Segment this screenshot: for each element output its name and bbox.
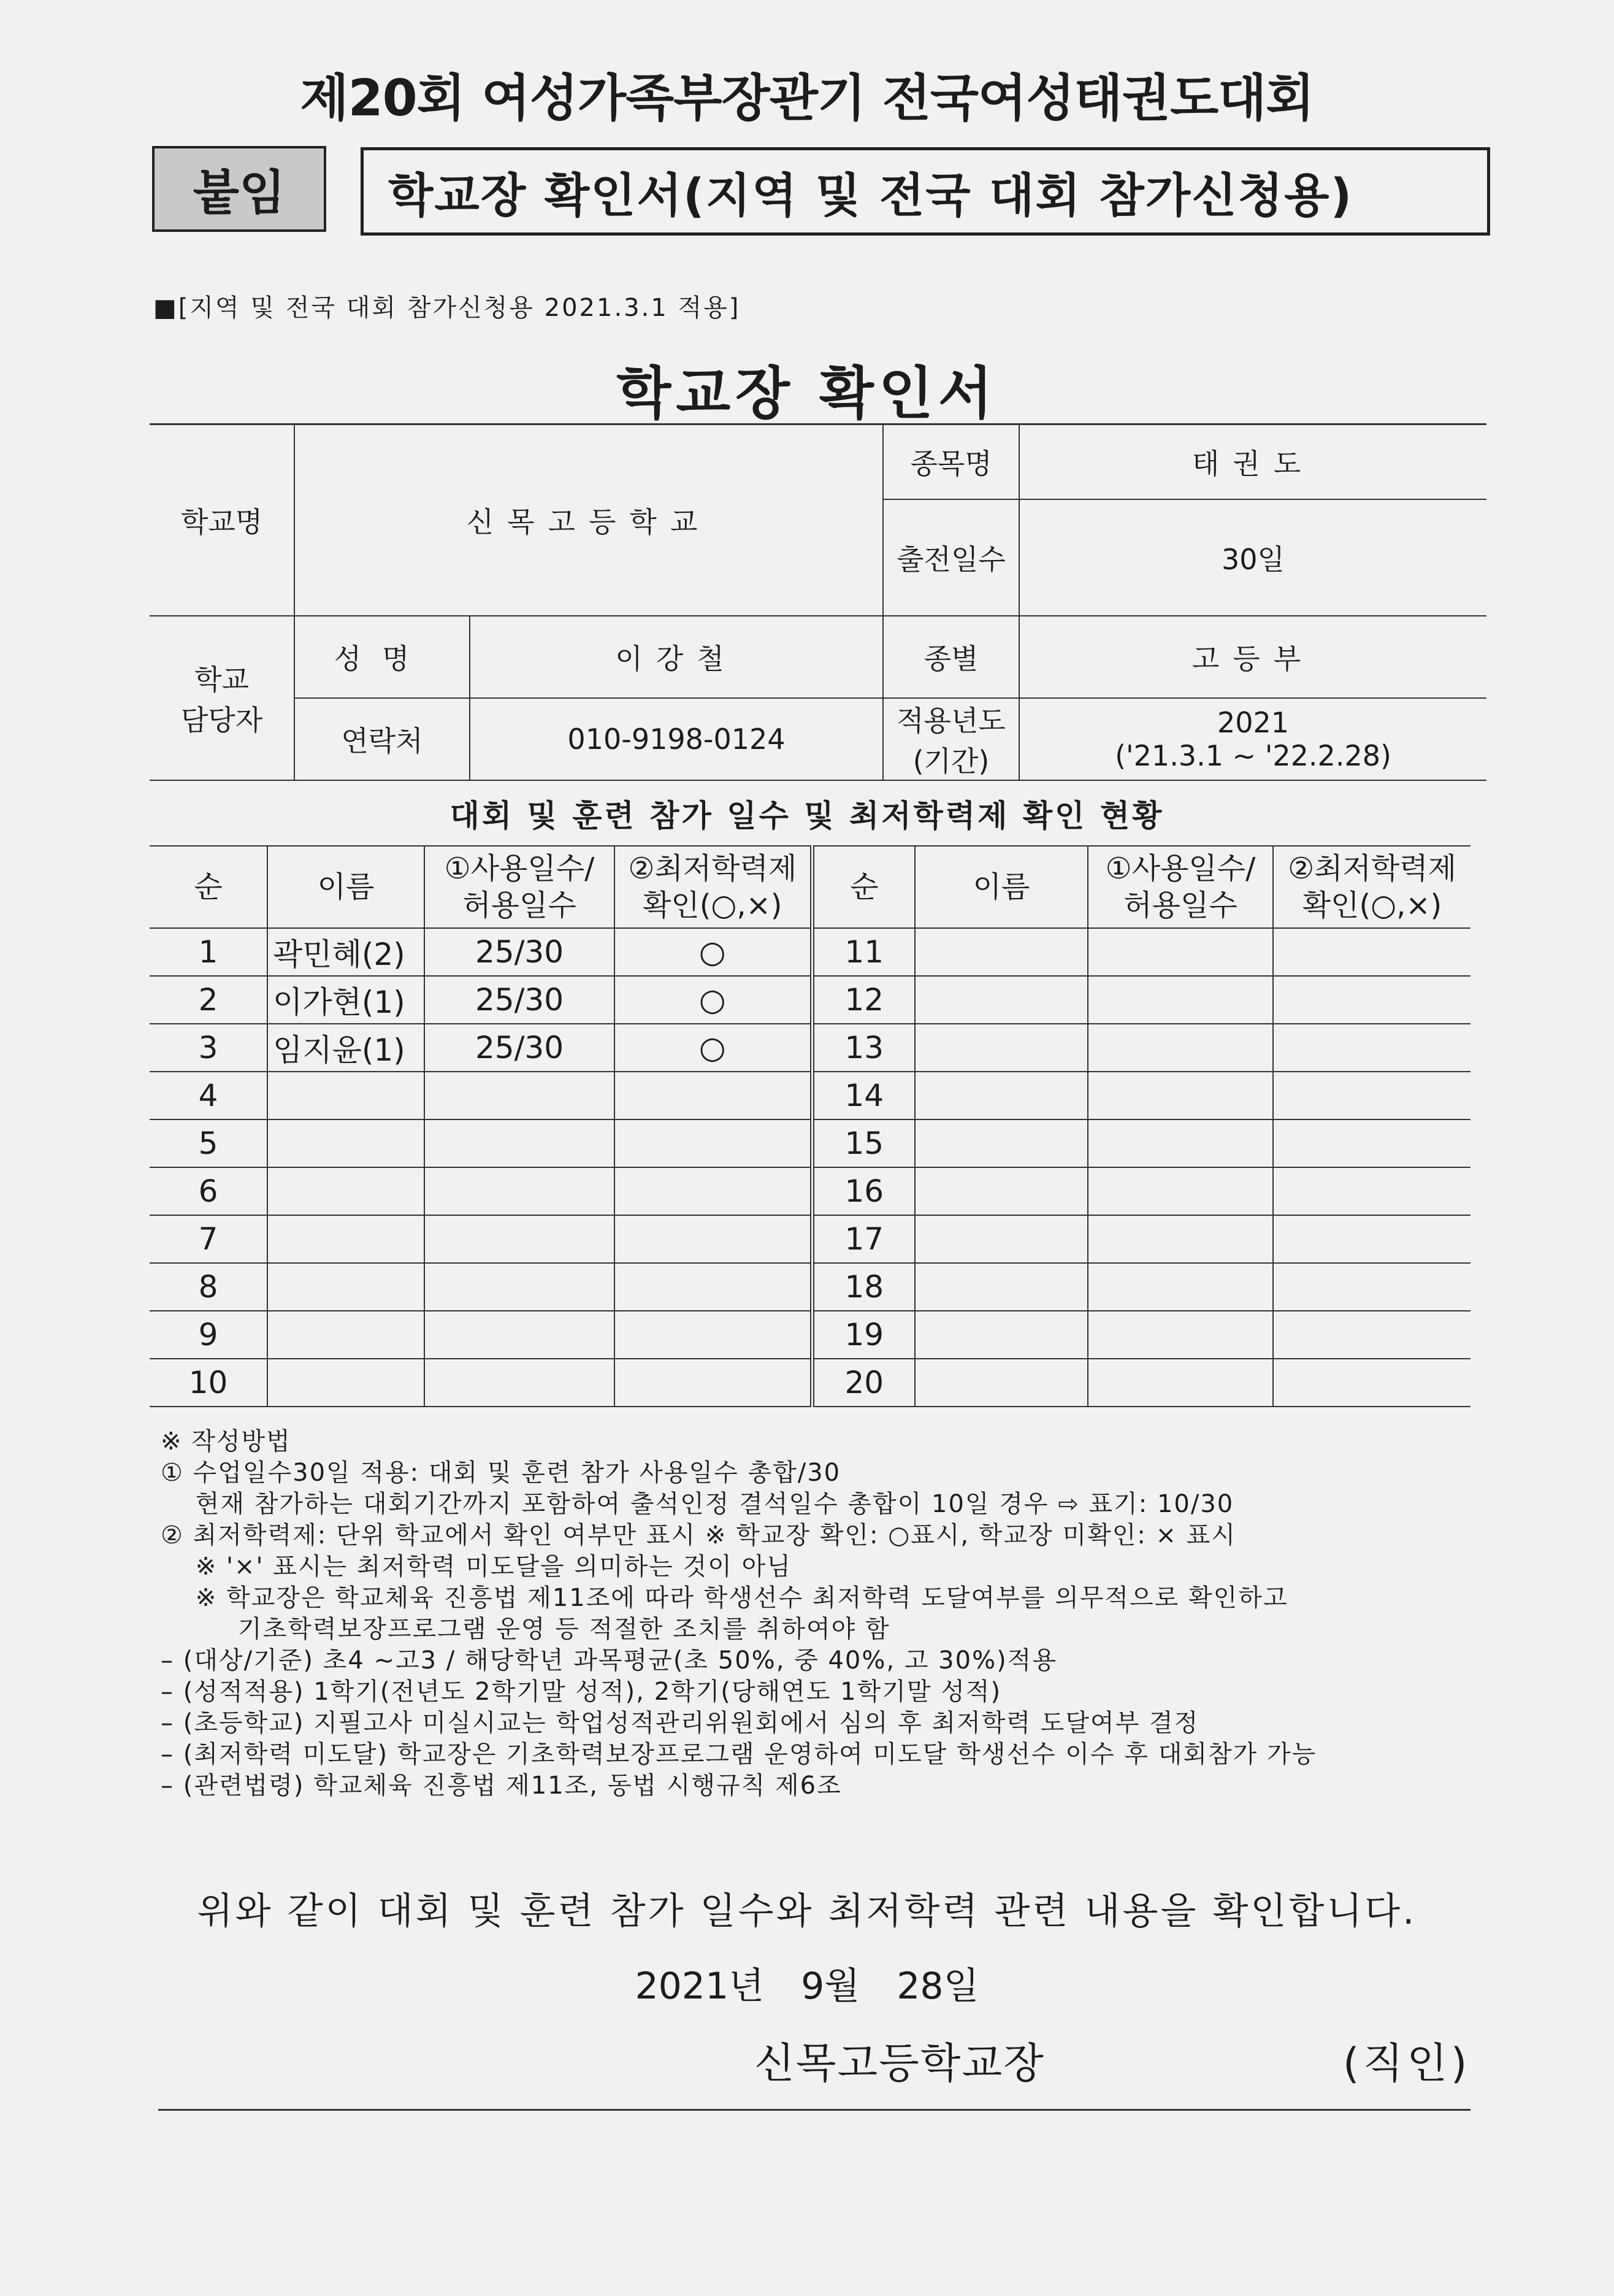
instruction-line: – (성적적용) 1학기(전년도 2학기말 성적), 2학기(당해연도 1학기말 성적)	[161, 1678, 1002, 1706]
student-name	[267, 1359, 424, 1407]
days-used	[1088, 976, 1273, 1024]
academic-check	[614, 1311, 812, 1359]
table-row	[150, 1359, 1471, 1407]
student-name	[915, 1024, 1088, 1072]
student-name	[267, 1119, 424, 1167]
instruction-line: ① 수업일수30일 적용: 대회 및 훈련 참가 사용일수 총합/30	[161, 1459, 841, 1487]
instruction-line: 기초학력보장프로그램 운영 등 적절한 조치를 취하여야 함	[161, 1615, 890, 1643]
row-number: 16	[812, 1167, 915, 1215]
row-number: 7	[150, 1215, 267, 1263]
person-value: 이강철	[470, 616, 883, 698]
status-heading: 대회 및 훈련 참가 일수 및 최저학력제 확인 현황	[449, 798, 1165, 834]
form-title: 학교장 확인서	[616, 361, 998, 426]
academic-check	[614, 1263, 812, 1311]
person-label: 성명	[294, 616, 470, 698]
table-row	[150, 1072, 1471, 1119]
days-used: 25/30	[424, 928, 614, 976]
row-number: 10	[150, 1359, 267, 1407]
academic-check: ○	[614, 928, 812, 976]
row-number: 14	[812, 1072, 915, 1119]
academic-check	[614, 1119, 812, 1167]
student-name: 곽민혜(2)	[267, 928, 424, 976]
row-number: 3	[150, 1024, 267, 1072]
academic-check	[1273, 1072, 1471, 1119]
student-name	[915, 1119, 1088, 1167]
division-label: 종별	[883, 616, 1019, 698]
row-number: 18	[812, 1263, 915, 1311]
days-used	[424, 1119, 614, 1167]
student-name	[915, 928, 1088, 976]
phone-label: 연락처	[294, 698, 470, 780]
academic-check	[1273, 1024, 1471, 1072]
days-value: 30일	[1019, 499, 1486, 616]
instruction-line: ※ 작성방법	[161, 1427, 291, 1456]
bottom-divider	[158, 2109, 1471, 2111]
row-number: 13	[812, 1024, 915, 1072]
school-name: 신목고등학교	[294, 424, 883, 616]
instruction-line: – (관련법령) 학교체육 진흥법 제11조, 동법 시행규칙 제6조	[161, 1772, 842, 1800]
academic-check	[1273, 1359, 1471, 1407]
student-name	[267, 1263, 424, 1311]
header-days: ①사용일수/ 허용일수	[424, 846, 614, 928]
days-used	[424, 1263, 614, 1311]
days-used	[424, 1311, 614, 1359]
row-number: 6	[150, 1167, 267, 1215]
row-number: 8	[150, 1263, 267, 1311]
table-row	[150, 1119, 1471, 1167]
academic-check	[1273, 1215, 1471, 1263]
days-used	[1088, 1215, 1273, 1263]
row-number: 17	[812, 1215, 915, 1263]
student-name	[915, 1263, 1088, 1311]
row-number: 4	[150, 1072, 267, 1119]
seal-label: (직인)	[1343, 2040, 1471, 2088]
confirmation-text: 위와 같이 대회 및 훈련 참가 일수와 최저학력 관련 내용을 확인합니다.	[197, 1890, 1417, 1933]
instruction-line: – (대상/기준) 초4 ~고3 / 해당학년 과목평균(초 50%, 중 40%, 고 30%)적용	[161, 1646, 1057, 1675]
instruction-line: ※ '×' 표시는 최저학력 미도달을 의미하는 것이 아님	[161, 1553, 792, 1581]
section-heading: 학교장 확인서(지역 및 전국 대회 참가신청용)	[361, 147, 1490, 236]
instruction-line: ② 최저학력제: 단위 학교에서 확인 여부만 표시 ※ 학교장 확인: ○표시, 학교장 미확인: × 표시	[161, 1521, 1237, 1549]
student-name	[915, 1311, 1088, 1359]
academic-check	[1273, 1167, 1471, 1215]
header-name: 이름	[915, 846, 1088, 928]
row-number: 5	[150, 1119, 267, 1167]
instructions	[161, 1426, 1317, 1802]
academic-check	[614, 1167, 812, 1215]
student-name	[267, 1311, 424, 1359]
header-days: ①사용일수/ 허용일수	[1088, 846, 1273, 928]
confirmation-date: 2021년 9월 28일	[635, 1965, 979, 2008]
student-name	[915, 976, 1088, 1024]
table-row	[150, 1311, 1471, 1359]
academic-check	[614, 1215, 812, 1263]
event-value: 태권도	[1019, 424, 1486, 499]
instruction-line: 현재 참가하는 대회기간까지 포함하여 출석인정 결석일수 총합이 10일 경우 ⇨ 표기: 10/30	[161, 1490, 1234, 1518]
table-row	[150, 1215, 1471, 1263]
row-number: 11	[812, 928, 915, 976]
instruction-line: – (초등학교) 지필고사 미실시교는 학업성적관리위원회에서 심의 후 최저학력 도달여부 결정	[161, 1709, 1199, 1737]
row-number: 1	[150, 928, 267, 976]
academic-check	[1273, 928, 1471, 976]
row-number: 20	[812, 1359, 915, 1407]
header-no: 순	[150, 846, 267, 928]
student-name	[915, 1215, 1088, 1263]
student-name: 이가현(1)	[267, 976, 424, 1024]
period-label: 적용년도 (기간)	[883, 698, 1019, 780]
days-used	[1088, 1072, 1273, 1119]
row-number: 12	[812, 976, 915, 1024]
instruction-line: – (최저학력 미도달) 학교장은 기초학력보장프로그램 운영하여 미도달 학생선수 이수 후 대회참가 가능	[161, 1740, 1317, 1768]
event-label: 종목명	[883, 424, 1019, 499]
days-used: 25/30	[424, 976, 614, 1024]
days-used	[1088, 928, 1273, 976]
days-used	[1088, 1263, 1273, 1311]
academic-check	[614, 1359, 812, 1407]
header-no: 순	[812, 846, 915, 928]
attachment-badge: 붙임	[152, 146, 326, 232]
form-note: ■[지역 및 전국 대회 참가신청용 2021.3.1 적용]	[153, 294, 741, 322]
header-name: 이름	[267, 846, 424, 928]
academic-check	[1273, 1311, 1471, 1359]
academic-check	[1273, 1263, 1471, 1311]
academic-check	[1273, 1119, 1471, 1167]
header-academic: ②최저학력제 확인(○,×)	[1273, 846, 1471, 928]
header-academic: ②최저학력제 확인(○,×)	[614, 846, 812, 928]
academic-check: ○	[614, 976, 812, 1024]
division-value: 고등부	[1019, 616, 1486, 698]
student-name	[915, 1167, 1088, 1215]
days-used: 25/30	[424, 1024, 614, 1072]
student-name	[267, 1215, 424, 1263]
days-used	[1088, 1167, 1273, 1215]
contact-group-label: 학교 담당자	[150, 616, 294, 780]
days-used	[424, 1359, 614, 1407]
days-label: 출전일수	[883, 499, 1019, 616]
student-name	[267, 1167, 424, 1215]
student-name	[267, 1072, 424, 1119]
days-used	[424, 1167, 614, 1215]
days-used	[424, 1215, 614, 1263]
row-number: 19	[812, 1311, 915, 1359]
days-used	[1088, 1119, 1273, 1167]
table-row	[150, 1167, 1471, 1215]
principal-name: 신목고등학교장	[754, 2040, 1045, 2088]
table-row	[150, 1024, 1471, 1072]
school-label: 학교명	[150, 424, 294, 616]
days-used	[424, 1072, 614, 1119]
student-name: 임지윤(1)	[267, 1024, 424, 1072]
table-row	[150, 976, 1471, 1024]
event-title: 제20회 여성가족부장관기 전국여성태권도대회	[300, 69, 1314, 128]
table-row	[150, 928, 1471, 976]
academic-check	[1273, 976, 1471, 1024]
period-value: 2021 ('21.3.1 ~ '22.2.28)	[1019, 698, 1486, 780]
participation-table	[150, 845, 1471, 1407]
academic-check	[614, 1072, 812, 1119]
days-used	[1088, 1024, 1273, 1072]
row-number: 9	[150, 1311, 267, 1359]
days-used	[1088, 1359, 1273, 1407]
student-name	[915, 1359, 1088, 1407]
row-number: 2	[150, 976, 267, 1024]
info-table	[150, 423, 1486, 781]
instruction-line: ※ 학교장은 학교체육 진흥법 제11조에 따라 학생선수 최저학력 도달여부를 의무적으로 확인하고	[161, 1584, 1288, 1612]
academic-check: ○	[614, 1024, 812, 1072]
days-used	[1088, 1311, 1273, 1359]
student-name	[915, 1072, 1088, 1119]
table-row	[150, 1263, 1471, 1311]
phone-value: 010-9198-0124	[470, 698, 883, 780]
row-number: 15	[812, 1119, 915, 1167]
